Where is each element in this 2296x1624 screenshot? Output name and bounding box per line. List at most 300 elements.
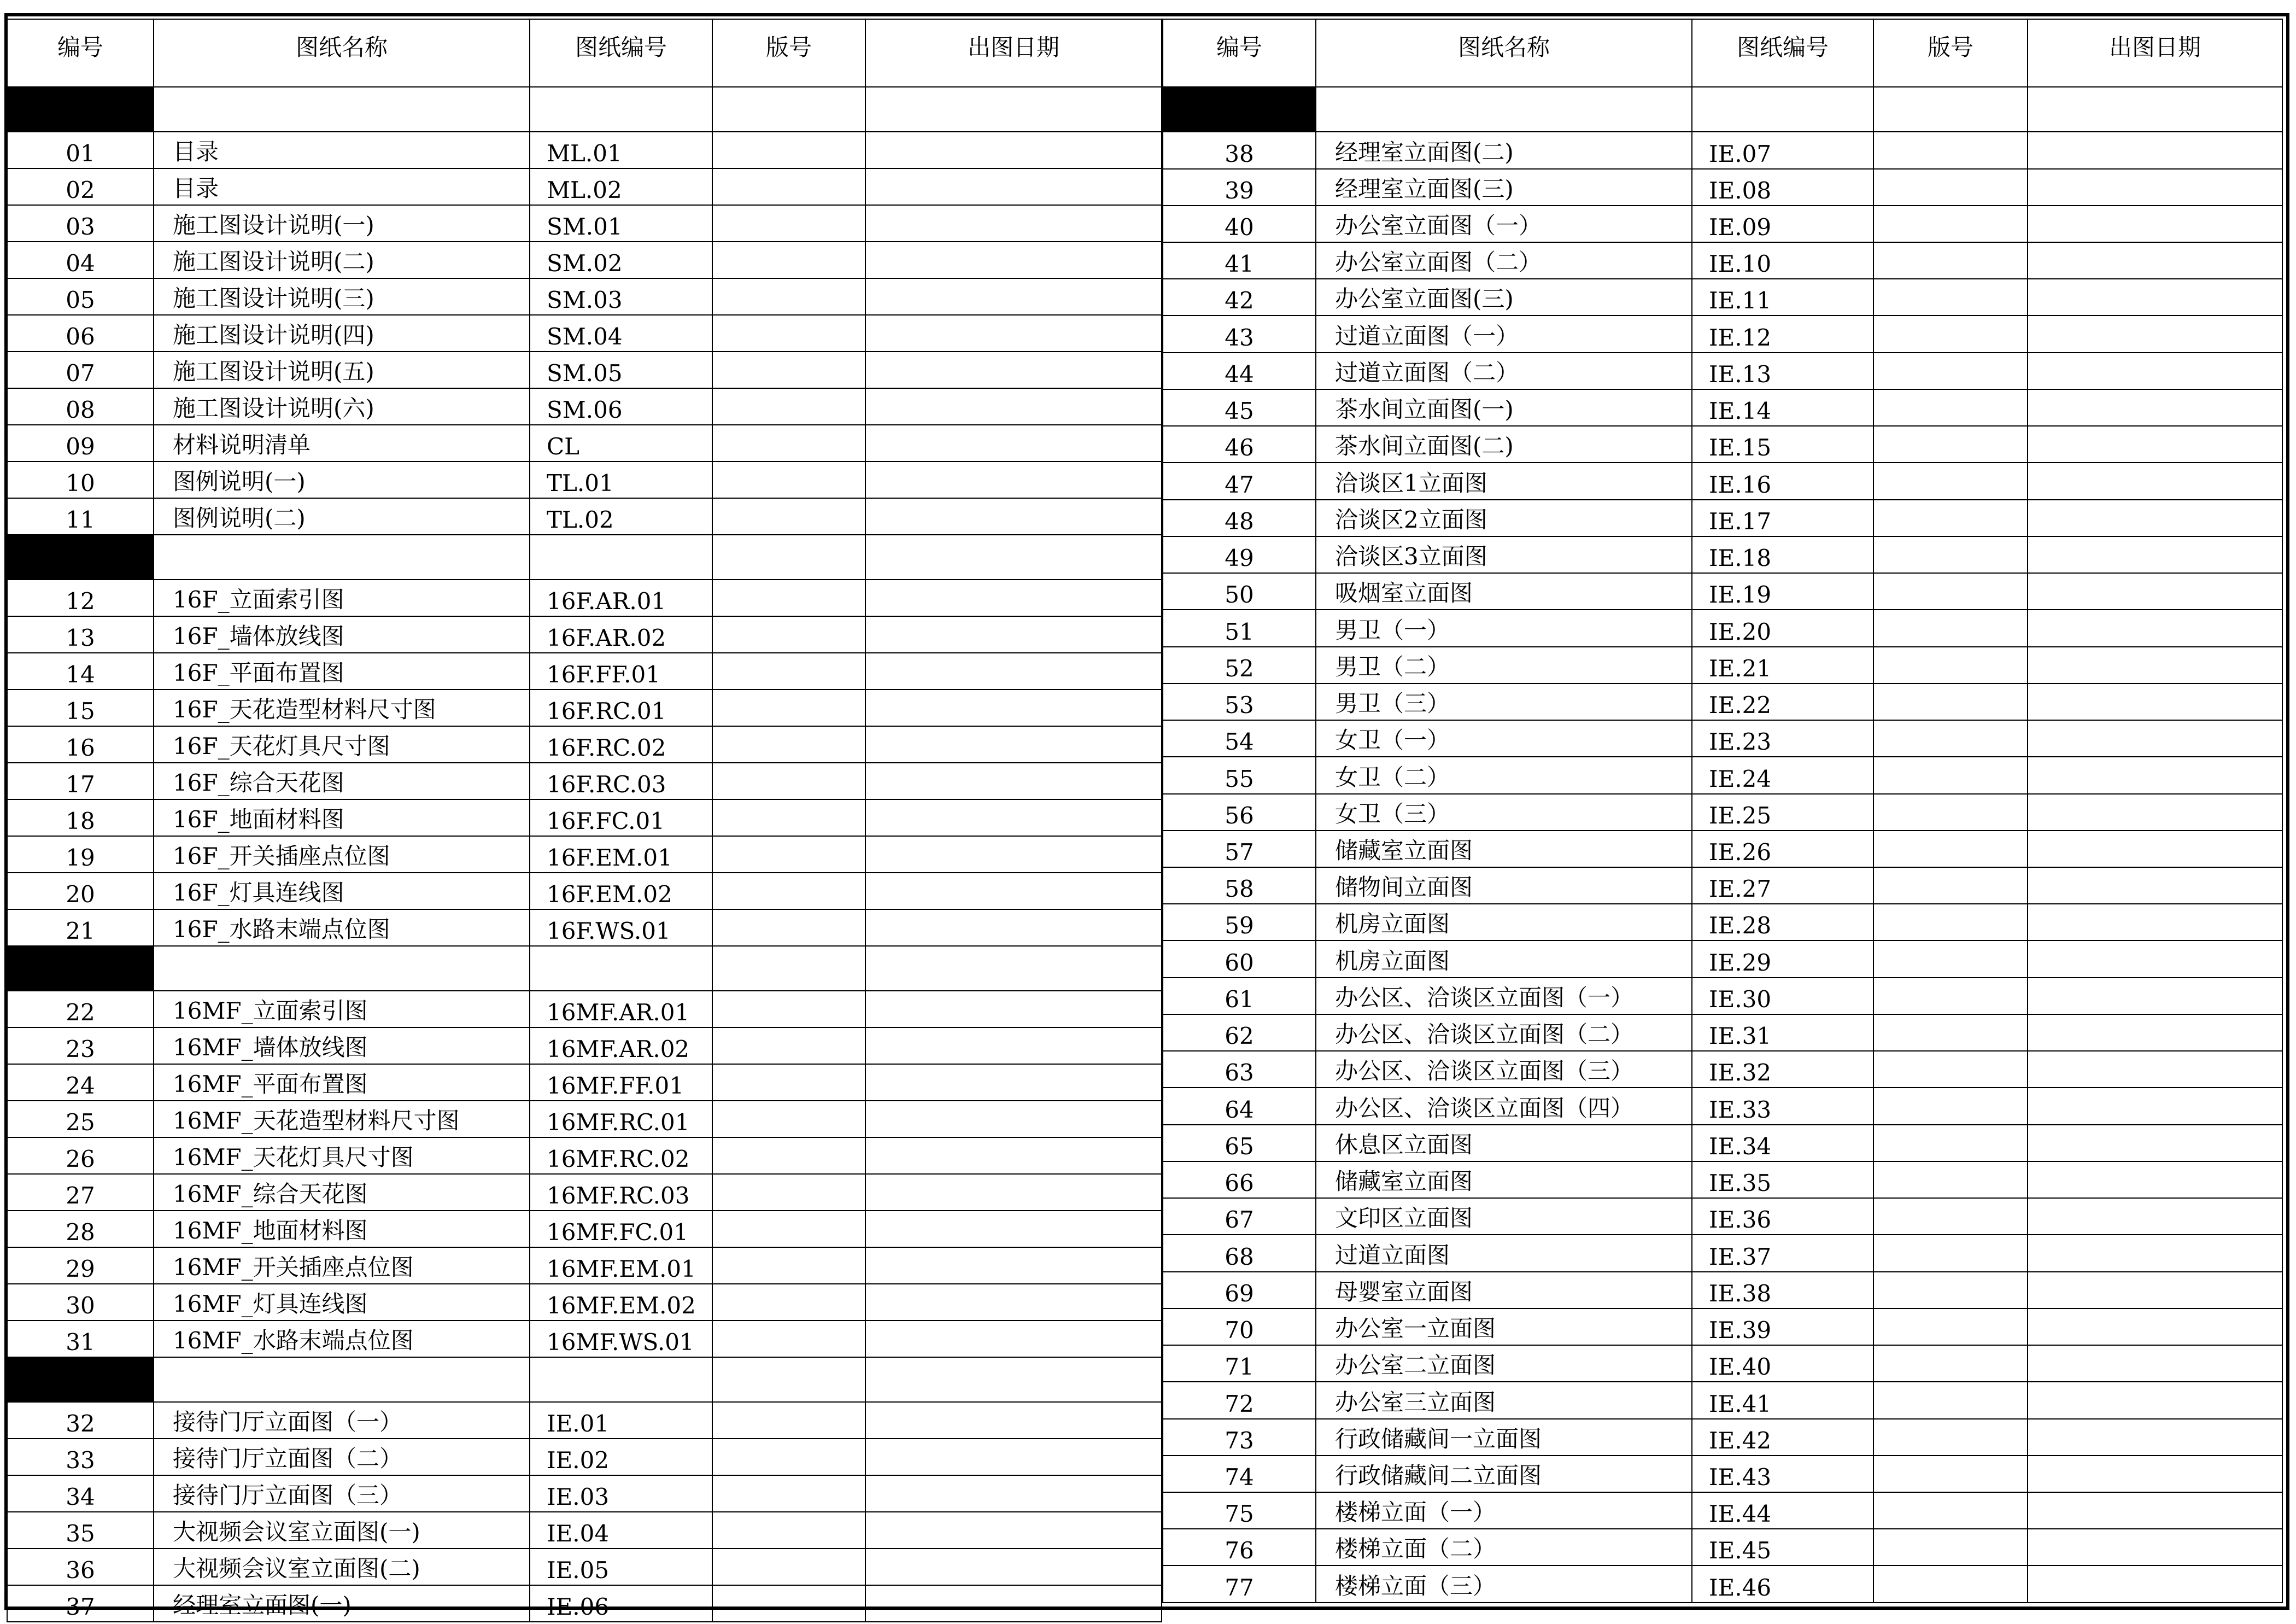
issue-date-cell: [865, 425, 1162, 462]
drawing-code: SM.03: [530, 278, 712, 315]
row-number: 04: [7, 242, 154, 278]
issue-date-cell: [2028, 1272, 2282, 1308]
drawing-name: 过道立面图: [1316, 1235, 1692, 1271]
drawing-name: 经理室立面图(三): [1316, 169, 1692, 206]
row-number: 68: [1163, 1235, 1316, 1271]
issue-date-cell: [2028, 1456, 2282, 1492]
drawing-row: [7, 1402, 1162, 1439]
section-marker: [7, 946, 154, 991]
drawing-name: 接待门厅立面图（三）: [154, 1475, 530, 1512]
drawing-code: 16F.WS.01: [530, 909, 712, 946]
row-number: 05: [7, 278, 154, 315]
issue-date-cell: [865, 690, 1162, 726]
drawing-name: 16F_天花灯具尺寸图: [154, 726, 530, 763]
section-divider-row: [1163, 87, 2282, 132]
version-cell: [712, 352, 865, 388]
drawing-row: [1163, 242, 2282, 279]
drawing-code: IE.04: [530, 1512, 712, 1549]
issue-date-cell: [865, 909, 1162, 946]
version-cell: [712, 799, 865, 836]
version-cell: [1873, 1051, 2028, 1088]
row-number: 17: [7, 763, 154, 799]
drawing-row: [7, 132, 1162, 168]
drawing-row: [7, 1137, 1162, 1174]
issue-date-cell: [2028, 1014, 2282, 1051]
issue-date-cell: [2028, 1125, 2282, 1161]
drawing-row: [1163, 757, 2282, 793]
drawing-row: [7, 1512, 1162, 1549]
issue-date-cell: [2028, 904, 2282, 940]
version-cell: [1873, 1161, 2028, 1198]
drawing-code: IE.30: [1692, 978, 1873, 1014]
header-number: 编号: [1163, 19, 1316, 87]
drawing-name: 行政储藏间二立面图: [1316, 1456, 1692, 1492]
row-number: 18: [7, 799, 154, 836]
drawing-code: IE.27: [1692, 867, 1873, 904]
version-cell: [712, 388, 865, 425]
version-cell: [712, 1585, 865, 1622]
row-number: 53: [1163, 684, 1316, 720]
empty-cell: [865, 1357, 1162, 1402]
drawing-code: IE.12: [1692, 316, 1873, 352]
version-cell: [1873, 279, 2028, 316]
drawing-code: IE.46: [1692, 1565, 1873, 1603]
empty-cell: [865, 535, 1162, 580]
issue-date-cell: [2028, 794, 2282, 831]
version-cell: [1873, 242, 2028, 279]
issue-date-cell: [865, 653, 1162, 690]
drawing-code: 16MF.EM.02: [530, 1284, 712, 1321]
issue-date-cell: [2028, 1345, 2282, 1382]
drawing-name: 接待门厅立面图（一）: [154, 1402, 530, 1439]
row-number: 56: [1163, 794, 1316, 831]
drawing-row: [1163, 1345, 2282, 1382]
row-number: 22: [7, 991, 154, 1027]
drawing-row: [1163, 1161, 2282, 1198]
drawing-row: [1163, 1565, 2282, 1603]
issue-date-cell: [865, 726, 1162, 763]
issue-date-cell: [2028, 1529, 2282, 1565]
issue-date-cell: [2028, 610, 2282, 646]
issue-date-cell: [2028, 1051, 2282, 1088]
version-cell: [1873, 1419, 2028, 1456]
drawing-row: [7, 726, 1162, 763]
drawing-code: IE.43: [1692, 1456, 1873, 1492]
header-row: [7, 19, 1162, 87]
drawing-row: [1163, 1235, 2282, 1271]
drawing-code: CL: [530, 425, 712, 462]
section-divider-row: [7, 1357, 1162, 1402]
version-cell: [1873, 353, 2028, 389]
issue-date-cell: [2028, 279, 2282, 316]
drawing-row: [7, 616, 1162, 653]
section-divider-row: [7, 87, 1162, 132]
empty-cell: [154, 87, 530, 132]
drawing-row: [1163, 720, 2282, 757]
row-number: 37: [7, 1585, 154, 1622]
drawing-row: [7, 462, 1162, 498]
drawing-code: 16MF.RC.02: [530, 1137, 712, 1174]
version-cell: [712, 1064, 865, 1101]
drawing-row: [7, 205, 1162, 242]
version-cell: [1873, 1272, 2028, 1308]
drawing-code: IE.13: [1692, 353, 1873, 389]
drawing-code: IE.19: [1692, 573, 1873, 610]
drawing-name: 楼梯立面（二）: [1316, 1529, 1692, 1565]
row-number: 13: [7, 616, 154, 653]
drawing-code: SM.04: [530, 315, 712, 352]
drawing-code: IE.21: [1692, 647, 1873, 684]
drawing-name: 材料说明清单: [154, 425, 530, 462]
drawing-row: [1163, 904, 2282, 940]
header-number: 编号: [7, 19, 154, 87]
drawing-name: 图例说明(一): [154, 462, 530, 498]
row-number: 44: [1163, 353, 1316, 389]
drawing-name: 办公区、洽谈区立面图（一）: [1316, 978, 1692, 1014]
drawing-row: [7, 580, 1162, 616]
row-number: 70: [1163, 1308, 1316, 1345]
drawing-code: 16F.FC.01: [530, 799, 712, 836]
version-cell: [712, 132, 865, 168]
empty-cell: [1873, 87, 2028, 132]
version-cell: [1873, 1235, 2028, 1271]
drawing-name: 16MF_天花造型材料尺寸图: [154, 1101, 530, 1137]
issue-date-cell: [2028, 1419, 2282, 1456]
version-cell: [1873, 316, 2028, 352]
drawing-name: 16MF_水路末端点位图: [154, 1321, 530, 1357]
drawing-code: 16MF.FC.01: [530, 1211, 712, 1247]
issue-date-cell: [865, 205, 1162, 242]
drawing-code: IE.02: [530, 1439, 712, 1475]
drawing-code: IE.18: [1692, 536, 1873, 573]
drawing-row: [7, 1101, 1162, 1137]
drawing-code: IE.08: [1692, 169, 1873, 206]
drawing-row: [7, 1027, 1162, 1064]
drawing-code: IE.34: [1692, 1125, 1873, 1161]
row-number: 38: [1163, 132, 1316, 168]
empty-cell: [530, 535, 712, 580]
section-marker: [7, 1357, 154, 1402]
version-cell: [1873, 1529, 2028, 1565]
drawing-name: 储藏室立面图: [1316, 831, 1692, 867]
issue-date-cell: [865, 1101, 1162, 1137]
drawing-name: 16MF_天花灯具尺寸图: [154, 1137, 530, 1174]
issue-date-cell: [2028, 242, 2282, 279]
version-cell: [1873, 1492, 2028, 1529]
drawing-code: 16MF.RC.01: [530, 1101, 712, 1137]
version-cell: [712, 168, 865, 205]
index-table-right: [1162, 19, 2283, 1603]
drawing-name: 16F_综合天花图: [154, 763, 530, 799]
drawing-name: 洽谈区2立面图: [1316, 500, 1692, 536]
issue-date-cell: [865, 1284, 1162, 1321]
version-cell: [712, 278, 865, 315]
version-cell: [712, 690, 865, 726]
row-number: 62: [1163, 1014, 1316, 1051]
version-cell: [712, 315, 865, 352]
drawing-row: [1163, 867, 2282, 904]
issue-date-cell: [2028, 573, 2282, 610]
issue-date-cell: [865, 1439, 1162, 1475]
issue-date-cell: [865, 1064, 1162, 1101]
drawing-name: 办公室立面图(三): [1316, 279, 1692, 316]
issue-date-cell: [2028, 867, 2282, 904]
drawing-name: 16F_立面索引图: [154, 580, 530, 616]
drawing-row: [7, 763, 1162, 799]
drawing-row: [1163, 463, 2282, 499]
version-cell: [712, 1211, 865, 1247]
row-number: 08: [7, 388, 154, 425]
drawing-name: 机房立面图: [1316, 940, 1692, 977]
drawing-row: [7, 690, 1162, 726]
drawing-name: 施工图设计说明(六): [154, 388, 530, 425]
issue-date-cell: [2028, 1198, 2282, 1235]
row-number: 49: [1163, 536, 1316, 573]
drawing-code: IE.35: [1692, 1161, 1873, 1198]
issue-date-cell: [2028, 684, 2282, 720]
version-cell: [712, 1284, 865, 1321]
row-number: 54: [1163, 720, 1316, 757]
issue-date-cell: [865, 315, 1162, 352]
row-number: 66: [1163, 1161, 1316, 1198]
drawing-code: 16F.RC.03: [530, 763, 712, 799]
drawing-code: 16MF.WS.01: [530, 1321, 712, 1357]
drawing-name: 洽谈区3立面图: [1316, 536, 1692, 573]
issue-date-cell: [865, 616, 1162, 653]
row-number: 31: [7, 1321, 154, 1357]
issue-date-cell: [865, 1402, 1162, 1439]
section-marker: [7, 535, 154, 580]
drawing-name: 施工图设计说明(二): [154, 242, 530, 278]
empty-cell: [154, 946, 530, 991]
drawing-row: [7, 1439, 1162, 1475]
version-cell: [712, 1512, 865, 1549]
drawing-name: 16MF_综合天花图: [154, 1174, 530, 1211]
drawing-row: [1163, 1272, 2282, 1308]
empty-cell: [712, 87, 865, 132]
row-number: 09: [7, 425, 154, 462]
version-cell: [1873, 1088, 2028, 1124]
row-number: 07: [7, 352, 154, 388]
drawing-name: 吸烟室立面图: [1316, 573, 1692, 610]
version-cell: [1873, 1565, 2028, 1603]
index-table-left: [7, 19, 1162, 1622]
row-number: 45: [1163, 389, 1316, 426]
version-cell: [712, 726, 865, 763]
row-number: 25: [7, 1101, 154, 1137]
header-version: 版号: [712, 19, 865, 87]
drawing-row: [7, 909, 1162, 946]
row-number: 26: [7, 1137, 154, 1174]
drawing-code: IE.14: [1692, 389, 1873, 426]
row-number: 16: [7, 726, 154, 763]
drawing-name: 施工图设计说明(一): [154, 205, 530, 242]
header-drawing-code: 图纸编号: [1692, 19, 1873, 87]
drawing-row: [1163, 536, 2282, 573]
issue-date-cell: [2028, 316, 2282, 352]
drawing-name: 目录: [154, 132, 530, 168]
drawing-row: [7, 388, 1162, 425]
issue-date-cell: [2028, 978, 2282, 1014]
drawing-name: 接待门厅立面图（二）: [154, 1439, 530, 1475]
row-number: 77: [1163, 1565, 1316, 1603]
drawing-name: 楼梯立面（三）: [1316, 1565, 1692, 1603]
drawing-row: [1163, 1382, 2282, 1418]
drawing-name: 16F_天花造型材料尺寸图: [154, 690, 530, 726]
version-cell: [712, 1439, 865, 1475]
version-cell: [712, 616, 865, 653]
issue-date-cell: [865, 1027, 1162, 1064]
drawing-code: IE.42: [1692, 1419, 1873, 1456]
drawing-code: IE.10: [1692, 242, 1873, 279]
drawing-code: IE.44: [1692, 1492, 1873, 1529]
drawing-row: [1163, 1014, 2282, 1051]
row-number: 29: [7, 1247, 154, 1284]
version-cell: [1873, 169, 2028, 206]
drawing-code: IE.17: [1692, 500, 1873, 536]
drawing-name: 茶水间立面图(二): [1316, 426, 1692, 463]
drawing-name: 行政储藏间一立面图: [1316, 1419, 1692, 1456]
issue-date-cell: [865, 1549, 1162, 1585]
row-number: 24: [7, 1064, 154, 1101]
version-cell: [712, 1549, 865, 1585]
drawing-name: 男卫（三）: [1316, 684, 1692, 720]
row-number: 12: [7, 580, 154, 616]
version-cell: [1873, 426, 2028, 463]
drawing-row: [1163, 1456, 2282, 1492]
issue-date-cell: [865, 132, 1162, 168]
drawing-code: IE.03: [530, 1475, 712, 1512]
drawing-code: TL.01: [530, 462, 712, 498]
drawing-name: 储物间立面图: [1316, 867, 1692, 904]
drawing-row: [7, 352, 1162, 388]
drawing-row: [1163, 831, 2282, 867]
drawing-code: IE.38: [1692, 1272, 1873, 1308]
version-cell: [1873, 1456, 2028, 1492]
drawing-row: [7, 1064, 1162, 1101]
empty-cell: [1316, 87, 1692, 132]
drawing-name: 休息区立面图: [1316, 1125, 1692, 1161]
drawing-row: [1163, 1529, 2282, 1565]
drawing-code: IE.41: [1692, 1382, 1873, 1418]
version-cell: [1873, 1014, 2028, 1051]
version-cell: [712, 1101, 865, 1137]
issue-date-cell: [865, 1475, 1162, 1512]
drawing-row: [7, 1211, 1162, 1247]
version-cell: [712, 1137, 865, 1174]
issue-date-cell: [2028, 389, 2282, 426]
drawing-name: 办公区、洽谈区立面图（二）: [1316, 1014, 1692, 1051]
drawing-row: [7, 425, 1162, 462]
drawing-code: SM.02: [530, 242, 712, 278]
row-number: 02: [7, 168, 154, 205]
version-cell: [1873, 463, 2028, 499]
version-cell: [1873, 757, 2028, 793]
row-number: 75: [1163, 1492, 1316, 1529]
row-number: 57: [1163, 831, 1316, 867]
drawing-name: 储藏室立面图: [1316, 1161, 1692, 1198]
drawing-row: [1163, 610, 2282, 646]
empty-cell: [865, 946, 1162, 991]
drawing-row: [7, 1284, 1162, 1321]
version-cell: [712, 1402, 865, 1439]
drawing-name: 16MF_开关插座点位图: [154, 1247, 530, 1284]
version-cell: [712, 1247, 865, 1284]
row-number: 72: [1163, 1382, 1316, 1418]
drawing-name: 女卫（三）: [1316, 794, 1692, 831]
drawing-name: 施工图设计说明(四): [154, 315, 530, 352]
drawing-name: 施工图设计说明(三): [154, 278, 530, 315]
row-number: 61: [1163, 978, 1316, 1014]
drawing-row: [7, 873, 1162, 909]
drawing-row: [1163, 1308, 2282, 1345]
drawing-name: 16MF_灯具连线图: [154, 1284, 530, 1321]
drawing-name: 16F_墙体放线图: [154, 616, 530, 653]
drawing-code: IE.40: [1692, 1345, 1873, 1382]
drawing-code: IE.32: [1692, 1051, 1873, 1088]
version-cell: [1873, 794, 2028, 831]
drawing-name: 大视频会议室立面图(一): [154, 1512, 530, 1549]
drawing-code: 16MF.RC.03: [530, 1174, 712, 1211]
drawing-name: 男卫（一）: [1316, 610, 1692, 646]
drawing-name: 16MF_立面索引图: [154, 991, 530, 1027]
issue-date-cell: [2028, 1235, 2282, 1271]
drawing-row: [7, 315, 1162, 352]
version-cell: [712, 653, 865, 690]
empty-cell: [154, 535, 530, 580]
empty-cell: [2028, 87, 2282, 132]
drawing-name: 经理室立面图(一): [154, 1585, 530, 1622]
drawing-code: 16F.EM.01: [530, 836, 712, 873]
drawing-name: 16F_平面布置图: [154, 653, 530, 690]
drawing-name: 文印区立面图: [1316, 1198, 1692, 1235]
issue-date-cell: [2028, 206, 2282, 242]
version-cell: [712, 205, 865, 242]
drawing-row: [1163, 978, 2282, 1014]
version-cell: [712, 909, 865, 946]
row-number: 10: [7, 462, 154, 498]
issue-date-cell: [2028, 647, 2282, 684]
drawing-code: IE.05: [530, 1549, 712, 1585]
empty-cell: [865, 87, 1162, 132]
drawing-row: [1163, 426, 2282, 463]
empty-cell: [530, 1357, 712, 1402]
drawing-row: [1163, 1492, 2282, 1529]
issue-date-cell: [865, 278, 1162, 315]
header-version: 版号: [1873, 19, 2028, 87]
drawing-code: ML.01: [530, 132, 712, 168]
drawing-name: 办公室立面图（一）: [1316, 206, 1692, 242]
version-cell: [1873, 389, 2028, 426]
header-drawing-name: 图纸名称: [1316, 19, 1692, 87]
empty-cell: [1692, 87, 1873, 132]
section-divider-row: [7, 946, 1162, 991]
issue-date-cell: [865, 1247, 1162, 1284]
drawing-row: [1163, 1198, 2282, 1235]
empty-cell: [530, 946, 712, 991]
drawing-code: 16F.RC.01: [530, 690, 712, 726]
drawing-code: 16F.RC.02: [530, 726, 712, 763]
drawing-row: [1163, 389, 2282, 426]
drawing-name: 16F_灯具连线图: [154, 873, 530, 909]
drawing-name: 经理室立面图(二): [1316, 132, 1692, 168]
drawing-row: [1163, 940, 2282, 977]
drawing-name: 办公室一立面图: [1316, 1308, 1692, 1345]
issue-date-cell: [2028, 1382, 2282, 1418]
section-divider-row: [7, 535, 1162, 580]
empty-cell: [530, 87, 712, 132]
row-number: 42: [1163, 279, 1316, 316]
